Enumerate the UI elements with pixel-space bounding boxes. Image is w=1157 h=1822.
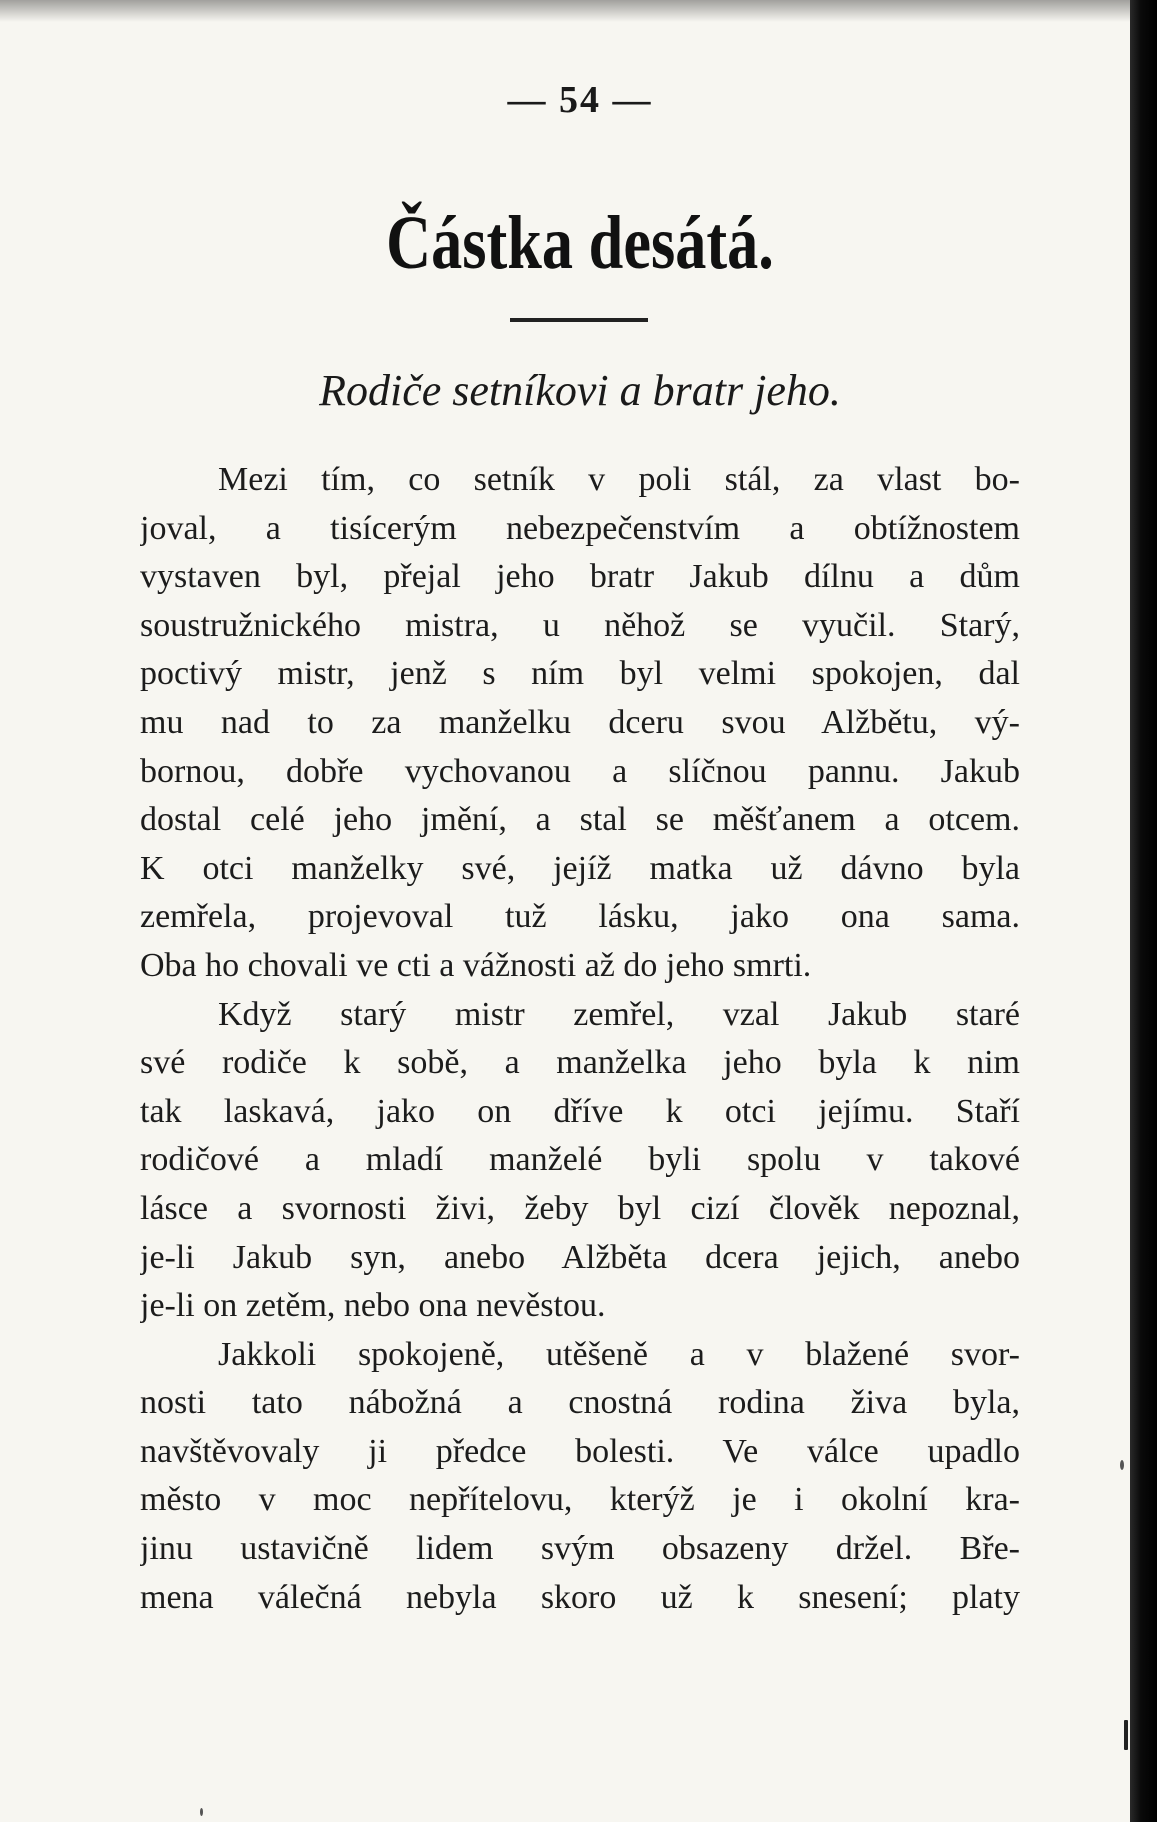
book-spine [1130,0,1157,1822]
text-line: dostal celé jeho jmění, a stal se měšťanem a otcem. [140,801,1020,839]
text-line: své rodiče k sobě, a manželka jeho byla k nim [140,1044,1020,1082]
body-text [140,456,1020,1622]
text-line: soustružnického mistra, u něhož se vyučil. Starý, [140,606,1020,644]
top-shadow [0,0,1130,22]
text-line: joval, a tisícerým nebezpečenstvím a obtížnostem [140,509,1020,547]
text-line: nosti tato nábožná a cnostná rodina živa byla, [140,1384,1020,1422]
text-line: Mezi tím, co setník v poli stál, za vlast bo- [218,461,1020,498]
text-line: poctivý mistr, jenž s ním byl velmi spokojen, dal [140,655,1020,693]
text-line: vystaven byl, přejal jeho bratr Jakub dílnu a dům [140,558,1020,596]
paper-speck [200,1808,203,1816]
text-line: jinu ustavičně lidem svým obsazeny držel. Bře- [140,1530,1020,1568]
text-line: zemřela, projevoval tuž lásku, jako ona sama. [140,898,1020,936]
text-line: mena válečná nebyla skoro už k snesení; platy [140,1578,1020,1616]
text-line: bornou, dobře vychovanou a slíčnou pannu. Jakub [140,752,1020,790]
text-line: tak laskavá, jako on dříve k otci jejímu. Staří [140,1092,1020,1130]
chapter-title: Částka desátá. [386,201,774,285]
chapter-subtitle: Rodiče setníkovi a bratr jeho. [319,366,841,415]
text-line: Jakkoli spokojeně, utěšeně a v blažené svor- [218,1335,1020,1373]
text-line: navštěvovaly ji předce bolesti. Ve válce upadlo [140,1432,1020,1470]
paper-speck [1124,1720,1128,1750]
paper-speck [1120,1460,1124,1470]
text-line: lásce a svornosti živi, žeby byl cizí člověk nepoznal, [140,1189,1020,1227]
text-line: město v moc nepřítelovu, kterýž je i okolní kra- [140,1481,1020,1519]
text-line: je-li Jakub syn, anebo Alžběta dcera jejich, anebo [140,1238,1020,1276]
text-line: K otci manželky své, jejíž matka už dávno byla [140,849,1020,887]
page-number: — 54 — [507,79,653,121]
text-line: Oba ho chovali ve cti a vážnosti až do jeho smrti. [140,946,812,984]
text-line: rodičové a mladí manželé byli spolu v takové [140,1141,1020,1179]
title-rule [510,318,648,322]
text-line: je-li on zetěm, nebo ona nevěstou. [140,1287,606,1325]
text-line: mu nad to za manželku dceru svou Alžbětu, vý- [140,703,1020,741]
text-line: Když starý mistr zemřel, vzal Jakub staré [218,995,1020,1033]
